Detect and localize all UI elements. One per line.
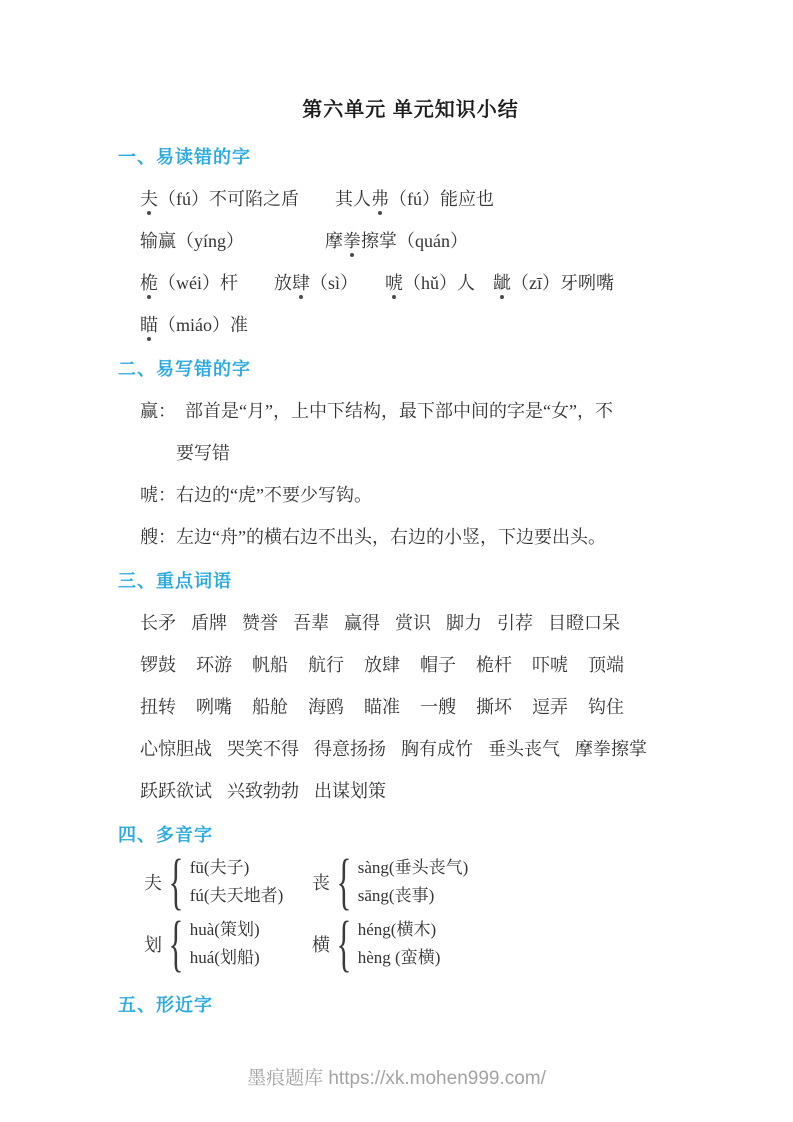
note-line-0: 赢： 部首是“月”，上中下结构，最下部中间的字是“女”，不 [140,401,613,421]
polyphone-grid [144,848,703,978]
polyphone-readings [358,854,468,910]
word-item: 出谋划策 [314,781,386,801]
word-item: 船舱 [252,697,288,717]
footer [0,1066,793,1092]
section-zhongdian-ciyu [118,569,703,803]
word-item: 赢得 [344,613,380,633]
dot-line-1 [140,229,703,253]
polyphone-reading: huà(策划) [189,920,260,939]
text-segment: （fú）不可陷之盾 其人 [158,189,371,209]
word-item: 引荐 [497,613,533,633]
word-item: 摩拳擦掌 [575,739,647,759]
word-item: 撕坏 [476,697,512,717]
brace-icon: { [168,848,184,916]
word-item: 哭笑不得 [227,739,299,759]
word-item: 帆船 [252,655,288,675]
emphasized-char: 桅 [140,273,158,293]
note-line-2: 唬：右边的“虎”不要少写钩。 [140,485,372,505]
text-segment: （zī）牙咧嘴 [511,273,615,293]
word-item: 逗弄 [532,697,568,717]
section-heading-duoyin-zi: 四、多音字 [118,825,213,845]
polyphone-reading: sàng(垂头丧气) [357,858,469,877]
polyphone-entry-划 [144,910,312,978]
word-item: 垂头丧气 [488,739,560,759]
word-row-1 [140,653,703,677]
section-xingjin-zi [118,993,703,1017]
word-item: 放肆 [364,655,400,675]
word-item: 吾辈 [293,613,329,633]
dot-line-2 [140,271,703,295]
word-item: 赞誉 [242,613,278,633]
polyphone-char: 夫 [144,873,162,893]
section-yixiecuo-zi [118,357,703,549]
word-item: 钩住 [588,697,624,717]
text-segment: （miáo）准 [158,315,248,335]
word-row-2 [140,695,703,719]
word-item: 赏识 [395,613,431,633]
polyphone-reading: hèng (蛮横) [357,948,441,967]
text-segment: （fú）能应也 [389,189,494,209]
section-heading-yiduocuo-zi: 一、易读错的字 [118,147,251,167]
word-item: 吓唬 [532,655,568,675]
brace-icon: { [168,910,184,978]
word-item: 心惊胆战 [140,739,212,759]
word-item: 目瞪口呆 [548,613,620,633]
word-item: 桅杆 [476,655,512,675]
word-item: 帽子 [420,655,456,675]
emphasized-char: 拳 [343,231,361,251]
word-item: 航行 [308,655,344,675]
polyphone-entry-丧 [312,848,703,916]
note-line-1: 要写错 [176,443,230,463]
emphasized-char: 弗 [371,189,389,209]
section-heading-xingjin-zi: 五、形近字 [118,995,213,1015]
polyphone-char: 划 [144,935,162,955]
text-segment: 擦掌（quán） [361,231,468,251]
polyphone-reading: sāng(丧事) [357,886,435,905]
polyphone-entry-横 [312,910,703,978]
text-segment: 输赢（yíng） 摩 [140,231,343,251]
word-item: 顶端 [588,655,624,675]
word-item: 得意扬扬 [314,739,386,759]
dot-line-3 [140,313,703,337]
word-row-3 [140,737,703,761]
word-item: 跃跃欲试 [140,781,212,801]
section-yiduocuo-zi [118,145,703,337]
polyphone-reading: héng(横木) [357,920,437,939]
word-item: 瞄准 [364,697,400,717]
word-item: 胸有成竹 [401,739,473,759]
section-heading-zhongdian-ciyu: 三、重点词语 [118,571,232,591]
polyphone-readings [358,916,441,972]
word-item: 环游 [196,655,232,675]
word-item: 海鸥 [308,697,344,717]
text-segment: （hǔ）人 [403,273,494,293]
section-duoyin-zi [118,823,703,978]
emphasized-char: 龇 [493,273,512,293]
word-item: 长矛 [140,613,176,633]
word-item: 一艘 [420,697,456,717]
text-segment: （sì） [310,273,386,293]
emphasized-char: 瞄 [140,315,158,335]
word-item: 咧嘴 [196,697,232,717]
word-item: 锣鼓 [140,655,176,675]
polyphone-char: 横 [312,935,330,955]
word-item: 兴致勃勃 [227,781,299,801]
dot-line-0 [140,187,703,211]
page-title: 第六单元 单元知识小结 [302,99,519,121]
polyphone-readings [190,854,283,910]
emphasized-char: 肆 [292,273,310,293]
polyphone-reading: huá(划船) [189,948,260,967]
emphasized-char: 唬 [385,273,404,293]
polyphone-readings [190,916,260,972]
word-row-4 [140,779,703,803]
note-line-3: 艘：左边“舟”的横右边不出头，右边的小竖，下边要出头。 [140,527,606,547]
emphasized-char: 夫 [140,189,158,209]
word-row-0 [140,611,703,635]
brace-icon: { [336,910,352,978]
polyphone-reading: fū(夫子) [189,858,250,877]
polyphone-entry-夫 [144,848,312,916]
footer-text: 墨痕题库 https://xk.mohen999.com/ [247,1068,546,1089]
sections-root [118,145,703,1017]
text-segment: （wéi）杆 放 [158,273,292,293]
word-item: 扭转 [140,697,176,717]
brace-icon: { [336,848,352,916]
word-item: 盾牌 [191,613,227,633]
polyphone-reading: fú(夫天地者) [189,886,284,905]
word-item: 脚力 [446,613,482,633]
section-heading-yixiecuo-zi: 二、易写错的字 [118,359,251,379]
polyphone-char: 丧 [312,873,330,893]
